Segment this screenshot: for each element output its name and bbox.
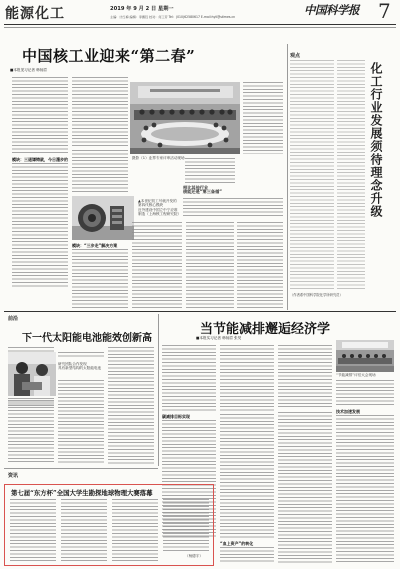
lead-text-col3c [132,222,182,309]
reactor-photo [72,196,134,240]
masthead-logo: 中国科学报 [304,3,359,17]
date-line: 2019 年 9 月 2 日 星期一 [110,6,174,12]
energy-headline: 当节能减排邂逅经济学 [200,322,331,337]
header-rule [4,24,396,25]
commentary-text-a [290,60,334,290]
contest-box [4,484,214,566]
lead-text-col3b [183,198,283,218]
solar-photo-graphic [8,352,56,396]
page-number: 7 [378,0,391,23]
contest-text-col2 [61,499,107,561]
contest-source: （杨德宇） [185,554,203,558]
solar-photo [8,352,56,396]
energy-text-col2b [220,414,274,538]
contest-text-col1 [10,499,56,561]
energy-byline: ■本报实习记者 韩扬眉 张昊 [196,336,242,340]
solar-caption-2: 具有新型结构的太阳能电池 [58,366,102,371]
lead-text-col1b [12,163,68,287]
lead-callout [183,186,283,195]
lead-headline: 中国核工业迎来“第二春” [22,47,196,65]
lead-text-col3 [243,82,283,154]
solar-caption-1: 研究团队合作发现 [58,362,87,366]
energy-photo-caption: “节能减排”评估大会现场 [336,373,376,377]
energy-text-col1 [162,345,216,411]
lead-text-col1 [12,77,68,155]
solar-text-col2 [58,352,104,358]
energy-subhead-2: “血上资产”的转化 [220,541,254,546]
callout-line-2: 核能还是“第三备循” [183,189,223,195]
contest-text-col3 [112,499,158,561]
lead-byline: ■本报见习记者 韩扬眉 [10,68,47,72]
lead-subhead-2: 模块：“三步走”解决方案 [72,243,118,248]
energy-text-col3 [278,345,332,409]
solar-photo-caption [58,362,102,371]
conference-photo-graphic [130,82,240,154]
lead-text-col4 [185,158,235,184]
callout-line-1: 相比其他行业 [183,185,209,190]
lead-text-col2 [72,77,128,147]
energy-text-col4b [336,415,394,563]
energy-photo [336,340,394,372]
energy-text-col4 [336,380,394,406]
commentary-divider [287,44,288,310]
editor-line: 主编：计红梅 编辑：李惠钰 校对：何工劳 Tel：(010)62580617 E-mail:hyli@stimes.cn [110,15,236,19]
solar-text-col2b [58,380,104,464]
contest-top-rule [4,468,158,469]
commentary-tag: 观点 [290,53,301,59]
conference-photo-caption: 摄影（1）业界专家评审活动现场 [132,156,185,160]
reactor-caption-4: 制造（上海核工程研究院） [138,212,182,217]
lead-text-col2b [72,150,128,194]
solar-tag: 前沿 [8,316,19,322]
header-rule-thin [4,27,396,28]
lead-text-col2c [72,249,128,309]
commentary-column-title: 化工行业发展须待理念升级 [369,62,383,218]
reactor-caption-1: ▲本世纪初工号就开发的 [138,199,177,203]
contest-tag: 资讯 [8,473,19,479]
energy-photo-graphic [336,340,394,372]
solar-text-col3 [108,347,154,464]
lead-text-col5c [237,222,283,309]
solar-headline: 下一代太阳能电池能效创新高 [22,333,152,344]
energy-divider [158,314,159,466]
energy-subhead-1: 碳减排目标实现 [162,414,190,419]
commentary-author: （作者系中国科学院化学所研究员） [290,293,343,297]
contest-headline: 第七届“东方杯”全国大学生勘探地球物理大赛落幕 [11,489,153,497]
energy-text-col3b [278,412,332,563]
solar-text-col1b [8,400,54,464]
mid-rule [4,311,396,312]
energy-side-subhead: 技术加速发展 [336,409,360,414]
reactor-caption-2: 第四代核心模块 [138,203,164,208]
reactor-photo-graphic [72,196,134,240]
lead-subhead-1: 模块：三道谭铸就，今日漫步的 [12,157,68,162]
section-title: 能源化工 [5,6,65,22]
energy-text-col2c [220,547,274,563]
reactor-caption-3: 近外建设中国立中宁应堆 [138,207,178,212]
contest-text-col4 [163,499,209,551]
reactor-photo-caption [138,199,184,217]
conference-photo [130,82,240,154]
commentary-text-b [337,60,365,290]
lead-text-col4c [186,222,234,309]
energy-text-col2 [220,345,274,411]
